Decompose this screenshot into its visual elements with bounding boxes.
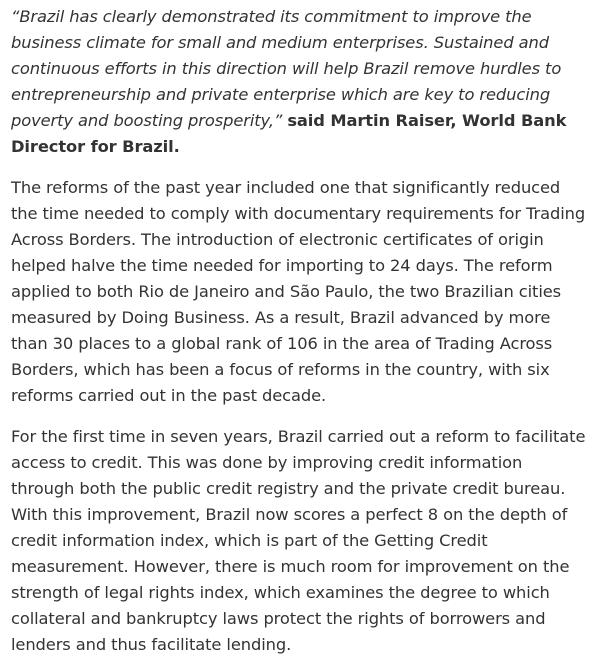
quote-paragraph (11, 0, 590, 160)
trading-across-borders-paragraph: The reforms of the past year included one that significantly reduced the time needed to comply with documentary requirements for Trading Across Borders. The introduction of electronic certificates of origin helped halve the time needed for importing to 24 days. The reform applied to both Rio de Janeiro and São Paulo, the two Brazilian cities measured by Doing Business. As a result, Brazil advanced by more than 30 places to a global rank of 106 in the area of Trading Across Borders, which has been a focus of reforms in the country, with six reforms carried out in the past decade. (11, 178, 586, 405)
getting-credit-paragraph: For the first time in seven years, Brazil carried out a reform to facilitate access to credit. This was done by improving credit information through both the public credit registry and the private credit bureau. With this improvement, Brazil now scores a perfect 8 on the depth of credit information index, which is part of the Getting Credit measurement. However, there is much room for improvement on the strength of legal rights index, which examines the degree to which collateral and bankruptcy laws protect the rights of borrowers and lenders and thus facilitate lending. (11, 427, 586, 654)
quote-text: “Brazil has clearly demonstrated its commitment to improve the business climate for small and medium enterprises. Sustained and continuous efforts in this direction will help Brazil remove hurdles to entrepreneurship and private enterprise which are key to reducing poverty and boosting prosperity,” (11, 7, 562, 130)
quote-attribution: said Martin Raiser, World Bank Director for Brazil. (11, 111, 567, 156)
